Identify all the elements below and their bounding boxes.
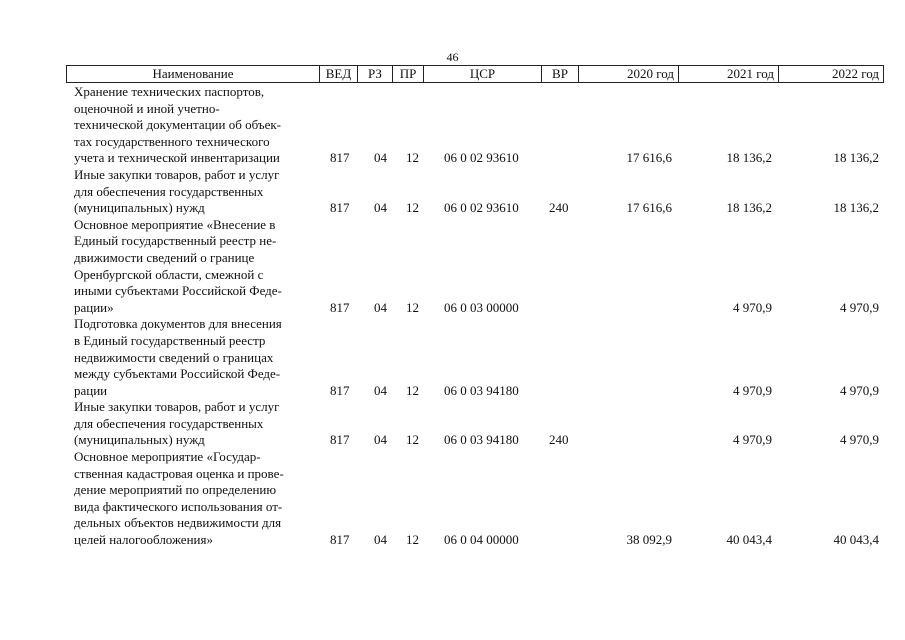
header-name: Наименование — [67, 66, 320, 82]
row-pr: 12 — [406, 432, 419, 448]
page-number: 46 — [446, 50, 459, 64]
row-ved: 817 — [330, 200, 350, 216]
row-rz: 04 — [374, 299, 387, 315]
row-ved: 817 — [330, 299, 350, 315]
row-csr: 06 0 04 00000 — [444, 532, 519, 548]
row-2022: 4 970,9 — [840, 299, 879, 315]
row-rz: 04 — [374, 432, 387, 448]
header-2020: 2020 год — [579, 66, 679, 82]
header-pr: ПР — [393, 66, 424, 82]
table-row — [0, 399, 905, 449]
row-pr: 12 — [406, 150, 419, 166]
header-2021: 2021 год — [679, 66, 779, 82]
row-2021: 4 970,9 — [733, 299, 772, 315]
row-name: Хранение технических паспортов, оценочной и иной учетно- технической документации об объек- тах государственного технического учета и технической инвентаризации — [74, 84, 282, 166]
row-ved: 817 — [330, 432, 350, 448]
table-row — [0, 84, 905, 167]
row-ved: 817 — [330, 532, 350, 548]
row-csr: 06 0 03 94180 — [444, 432, 519, 448]
row-pr: 12 — [406, 299, 419, 315]
header-vr: ВР — [542, 66, 579, 82]
row-pr: 12 — [406, 382, 419, 398]
row-pr: 12 — [406, 532, 419, 548]
row-rz: 04 — [374, 382, 387, 398]
row-2022: 40 043,4 — [833, 532, 879, 548]
row-2020: 17 616,6 — [626, 200, 672, 216]
table-row — [0, 167, 905, 217]
row-2021: 4 970,9 — [733, 432, 772, 448]
row-csr: 06 0 02 93610 — [444, 200, 519, 216]
row-ved: 817 — [330, 382, 350, 398]
row-2021: 18 136,2 — [726, 200, 772, 216]
row-name: Основное мероприятие «Государ- ственная кадастровая оценка и прове- дение мероприятий по определению вида фактического использования от- дельных объектов недвижимости для целей налогообложения» — [74, 449, 284, 548]
row-2021: 18 136,2 — [726, 150, 772, 166]
row-2022: 4 970,9 — [840, 432, 879, 448]
row-rz: 04 — [374, 532, 387, 548]
row-rz: 04 — [374, 200, 387, 216]
row-vr: 240 — [549, 432, 569, 448]
row-2022: 4 970,9 — [840, 382, 879, 398]
row-2022: 18 136,2 — [833, 150, 879, 166]
row-name: Иные закупки товаров, работ и услуг для обеспечения государственных (муниципальных) нужд — [74, 399, 280, 448]
table-row — [0, 449, 905, 549]
table-row — [0, 217, 905, 317]
table-header — [66, 65, 884, 83]
row-2020: 38 092,9 — [626, 532, 672, 548]
row-rz: 04 — [374, 150, 387, 166]
table-body — [0, 84, 905, 549]
header-rz: РЗ — [358, 66, 393, 82]
row-name: Основное мероприятие «Внесение в Единый государственный реестр не- движимости сведений о границе Оренбургской области, смежной с иными субъектами Российской Феде- рации» — [74, 216, 282, 315]
header-csr: ЦСР — [424, 66, 542, 82]
row-name: Иные закупки товаров, работ и услуг для обеспечения государственных (муниципальных) нужд — [74, 166, 280, 216]
row-2021: 4 970,9 — [733, 382, 772, 398]
row-csr: 06 0 03 94180 — [444, 382, 519, 398]
row-pr: 12 — [406, 200, 419, 216]
header-ved: ВЕД — [320, 66, 358, 82]
header-2022: 2022 год — [832, 66, 879, 81]
row-2021: 40 043,4 — [726, 532, 772, 548]
row-name: Подготовка документов для внесения в Единый государственный реестр недвижимости сведений о границах между субъектами Российской Феде- рации — [74, 316, 282, 398]
row-vr: 240 — [549, 200, 569, 216]
row-csr: 06 0 02 93610 — [444, 150, 519, 166]
row-ved: 817 — [330, 150, 350, 166]
row-2020: 17 616,6 — [626, 150, 672, 166]
row-2022: 18 136,2 — [833, 200, 879, 216]
row-csr: 06 0 03 00000 — [444, 299, 519, 315]
table-row — [0, 316, 905, 399]
